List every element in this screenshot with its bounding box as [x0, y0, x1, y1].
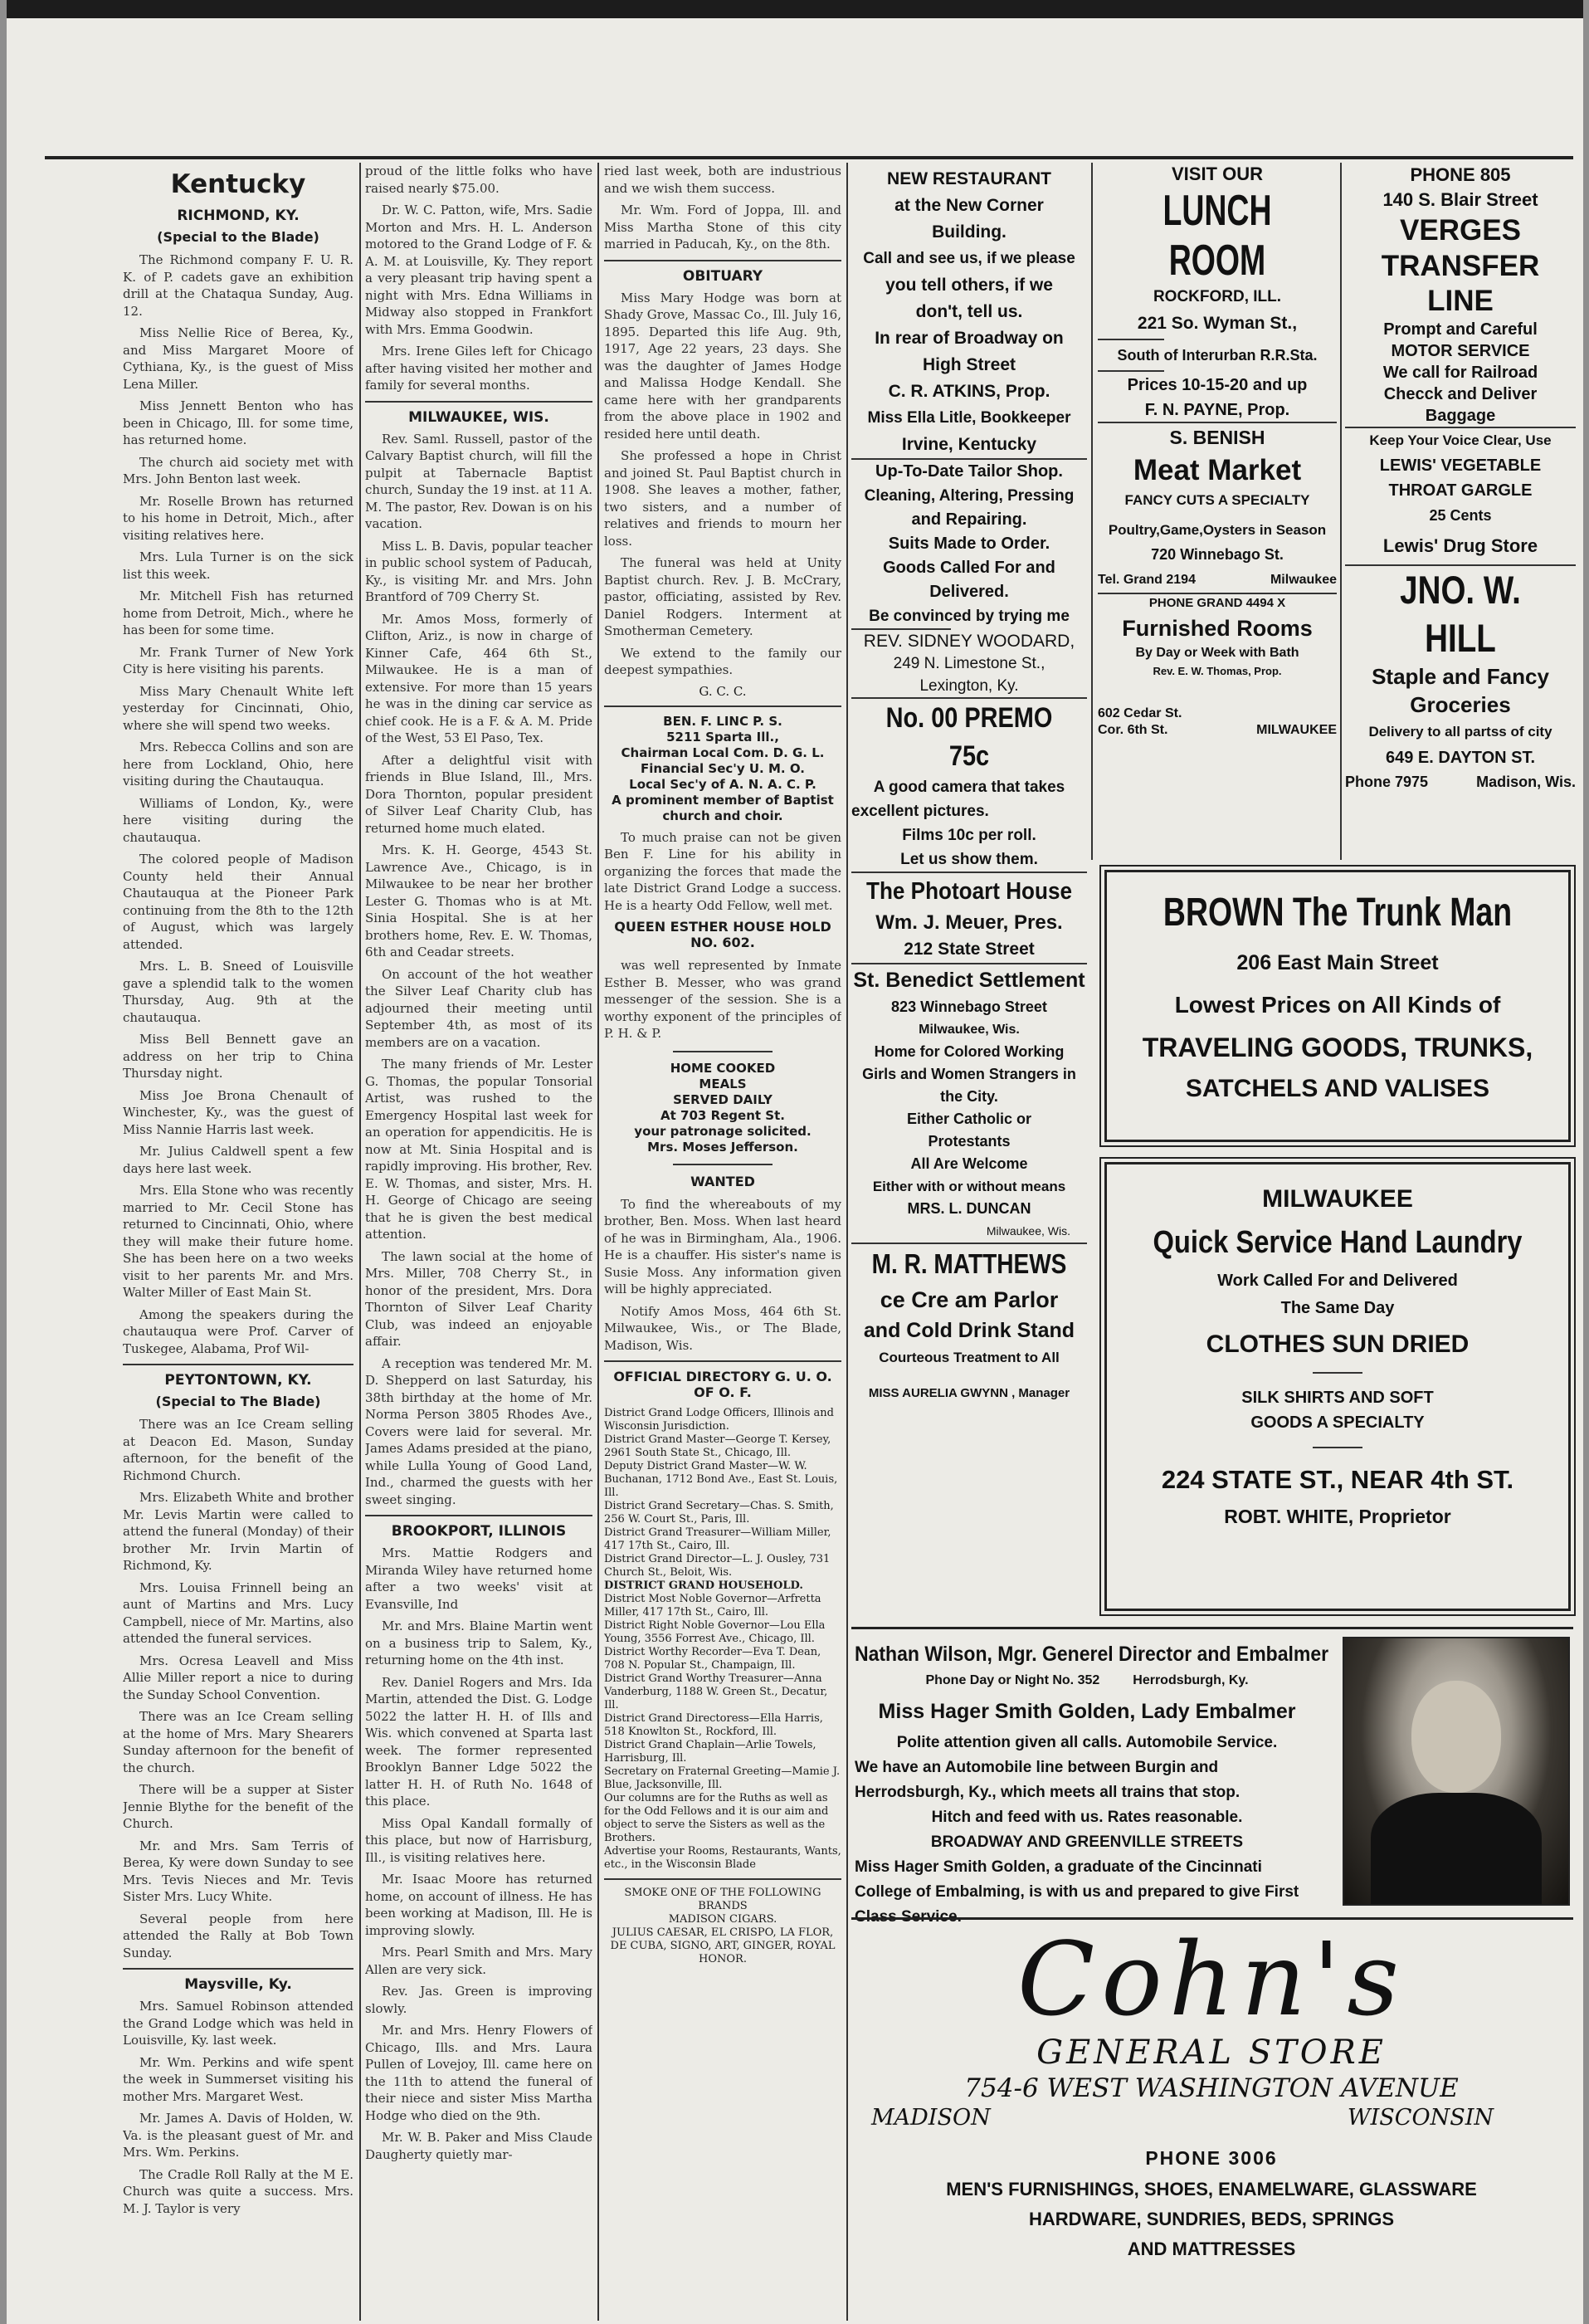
- ad-line: Keep Your Voice Clear, Use: [1369, 432, 1552, 448]
- ad-line: Let us show them.: [900, 851, 1038, 868]
- smoke-ad: [604, 1887, 841, 1966]
- ad-line: Wm. J. Meuer, Pres.: [875, 911, 1063, 934]
- ad-headline: St. Benedict Settlement: [853, 969, 1085, 992]
- ad-line: Lowest Prices on All Kinds of: [1174, 992, 1501, 1018]
- wanted-heading: WANTED: [690, 1173, 755, 1189]
- column-rule: [1340, 163, 1342, 860]
- directory-entry: District Grand Treasurer—William Miller, 417 17th St., Cairo, Ill.: [604, 1526, 831, 1552]
- divider: [673, 1051, 773, 1052]
- ad-line: Building.: [932, 222, 1007, 242]
- verges-transfer-ad: [1345, 163, 1576, 427]
- ad-line: SILK SHIRTS AND SOFT: [1241, 1389, 1434, 1407]
- ad-line: SERVED DAILY: [673, 1091, 773, 1107]
- news-item: Rev. Saml. Russell, pastor of the Calvary Baptist church, will fill the pulpit at Tabernacle Baptist church, Sunday the 19 inst. at 11 A. M. The pastor, Rev. Dowan is on his vacation.: [365, 431, 592, 531]
- ad-line: 249 N. Limestone St.,: [893, 655, 1046, 672]
- linc-line: Financial Sec'y U. M. O.: [641, 760, 805, 776]
- ad-line: Milwaukee, Wis.: [919, 1023, 1020, 1037]
- divider: [851, 1917, 1573, 1920]
- ad-line: and Repairing.: [911, 510, 1027, 529]
- directory-entry: District Most Noble Governor—Arfretta Miller, 417 17th St., Cairo, Ill.: [604, 1593, 821, 1618]
- news-item: Among the speakers during the chautauqua were Prof. Carver of Tuskegee, Alabama, Prof Wil-: [123, 1306, 353, 1356]
- ad-line: MRS. L. DUNCAN: [907, 1200, 1031, 1217]
- ad-line: 602 Cedar St.: [1098, 706, 1182, 720]
- ad-line: Hitch and feed with us. Rates reasonable.: [931, 1809, 1243, 1826]
- hill-groceries-ad: [1345, 566, 1576, 793]
- ad-line: PHONE GRAND 4494 X: [1148, 596, 1286, 610]
- directory-entry: District Grand Master—George T. Kersey, 2961 South State St., Chicago, Ill.: [604, 1433, 831, 1459]
- ad-line: Milwaukee, Wis.: [986, 1224, 1070, 1238]
- news-item: proud of the little folks who have raised nearly $75.00.: [365, 164, 592, 196]
- ad-line: AND MATTRESSES: [1127, 2239, 1296, 2259]
- ad-line: 140 S. Blair Street: [1382, 189, 1538, 210]
- ad-headline: LINE: [1427, 285, 1494, 317]
- ad-line: MEN'S FURNISHINGS, SHOES, ENAMELWARE, GLASSWARE: [946, 2179, 1477, 2200]
- ad-line: Lewis' Drug Store: [1382, 535, 1538, 556]
- news-item: To much praise can not be given Ben F. Line for his ability in organizing the forces that made the late District Grand Lodge a success. He is a hearty Odd Fellow, well met.: [604, 829, 841, 913]
- ad-line: Poultry,Game,Oysters in Season: [1108, 522, 1327, 538]
- directory-entry: District Grand Director—L. J. Ousley, 731 Church St., Beloit, Wis.: [604, 1553, 831, 1579]
- ad-line: 823 Winnebago Street: [891, 998, 1047, 1015]
- newspaper-page: [7, 0, 1583, 2324]
- news-item: Mr. James A. Davis of Holden, W. Va. is the pleasant guest of Mr. and Mrs. Wm. Perkins.: [123, 2111, 353, 2160]
- ad-line: Delivered.: [929, 583, 1009, 601]
- news-item: On account of the hot weather the Silver Leaf Charity club has adjourned their meeting until September 4th, as most of its members are on a vacation.: [365, 966, 592, 1050]
- dateline-maysville: Maysville, Ky.: [184, 1976, 292, 1993]
- ad-headline: The Photoart House: [866, 878, 1072, 905]
- obituary-text: She professed a hope in Christ and joined St. Paul Baptist church in 1908. She leaves a mother, father, two sisters, and a number of relatives and friends to mourn her loss.: [604, 448, 841, 549]
- news-item: Mrs. Irene Giles left for Chicago after having visited her mother and family for several months.: [365, 344, 592, 393]
- ad-headline: Nathan Wilson, Mgr. Generel Director and Embalmer: [855, 1643, 1329, 1666]
- news-item: Miss Jennett Benton who has been in Chicago, Ill. for some time, has returned home.: [123, 398, 353, 447]
- obituary-text: Miss Mary Hodge was born at Shady Grove, Massac Co., Ill. July 16, 1895. Departed this life Aug. 9th, 1917, Age 22 years, 23 days. She was the daughter of James Hodge and Malissa Hodge Kendall. She came here with her grandparents from the above place in 1902 and resided here until death.: [604, 290, 841, 442]
- smoke-line: JULIUS CAESAR, EL CRISPO, LA FLOR, DE CUBA, SIGNO, ART, GINGER, ROYAL HONOR.: [610, 1926, 836, 1965]
- column-rule: [597, 163, 599, 2321]
- linc-line: Chairman Local Com. D. G. L.: [621, 745, 825, 760]
- ad-line: Home for Colored Working: [874, 1043, 1065, 1060]
- news-item: Mr. and Mrs. Blaine Martin went on a business trip to Salem, Ky., returning home on the 4th inst.: [365, 1618, 592, 1667]
- ad-line: VISIT OUR: [1171, 164, 1263, 184]
- woodard-ad: [851, 630, 1087, 697]
- news-item: Rev. Daniel Rogers and Mrs. Ida Martin, attended the Dist. G. Lodge 5022 the latter H. H. of Ills and Wis. which convened at Sparta last week. The former represented Brooklyn Banner Ldge 5022 the latter H. H. of Ruth No. 1648 of this place.: [365, 1674, 592, 1809]
- directory-entry: District Grand Chaplain—Arlie Towels, Harrisburg, Ill.: [604, 1739, 816, 1765]
- ad-line: PHONE 3006: [1145, 2147, 1278, 2169]
- news-item: Miss L. B. Davis, popular teacher in public school system of Paducah, Ky., is visiting Mr. and Mrs. John Brantford of 709 Cherry St.: [365, 538, 592, 604]
- divider: [604, 706, 841, 707]
- ad-headline: Quick Service Hand Laundry: [1153, 1225, 1523, 1260]
- news-item: Mr. and Mrs. Sam Terris of Berea, Ky were down Sunday to see Mrs. Tevis Nieces and Mr. Tevis Sister Mrs. Lucy White.: [123, 1838, 353, 1904]
- column-1: [123, 163, 353, 2321]
- ad-line: at the New Corner: [894, 196, 1044, 215]
- cohns-city-row: [855, 2105, 1568, 2131]
- ad-line: Either Catholic or: [906, 1111, 1032, 1127]
- ad-line: Miss Hager Smith Golden, a graduate of the Cincinnati College of Embalming, is with us and prepared to give First Class Service.: [855, 1858, 1299, 1926]
- directory-entry: District Grand Worthy Treasurer—Anna Vanderburg, 1188 W. Green St., Decatur, Ill.: [604, 1672, 828, 1711]
- ad-line: GOODS A SPECIALTY: [1250, 1413, 1425, 1432]
- news-item: Mr. Roselle Brown has returned to his home in Detroit, Mich., after visiting relatives here.: [123, 493, 353, 543]
- ad-line: Films 10c per roll.: [902, 827, 1036, 844]
- rooms-address-row: [1098, 706, 1337, 739]
- news-item: A reception was tendered Mr. M. D. Shepperd on last Saturday, his 38th birthday at the home of Mr. Norma Person 3805 Rhodes Ave., Covers were laid for several. Mr. James Adams presided at the piano, while Lulla Young of Good Land, Ind., charmed the guests with her sweet singing.: [365, 1355, 592, 1507]
- ad-line: Phone Day or Night No. 352: [925, 1673, 1100, 1687]
- cohns-store-ad: [855, 1926, 1568, 2316]
- ad-line: 720 Winnebago St.: [1151, 546, 1284, 563]
- ad-line: NEW RESTAURANT: [887, 169, 1051, 188]
- dateline-milwaukee: MILWAUKEE, WIS.: [408, 408, 549, 426]
- news-item: Mr. Julius Caldwell spent a few days here last week.: [123, 1144, 353, 1176]
- news-item: The lawn social at the home of Mrs. Miller, 708 Cherry St., in honor of the president, Mrs. Dora Thornton of Silver Leaf Charity Club, was indeed an enjoyable affair.: [365, 1248, 592, 1349]
- news-item: Mr. W. B. Paker and Miss Claude Daugherty quietly mar-: [365, 2130, 592, 2162]
- ad-line: A good camera that takes: [873, 779, 1065, 796]
- news-item: The colored people of Madison County held their Annual Chautauqua at the Pioneer Park continuing from the 8th to the 12th of August, which was largely attended.: [123, 852, 353, 952]
- news-item: Mrs. Samuel Robinson attended the Grand Lodge which was held in Louisville, Ky. last week.: [123, 1999, 353, 2048]
- news-item: Mr. Amos Moss, formerly of Clifton, Ariz., is now in charge of Kinner Cafe, 464 6th St., Milwaukee. He is a man of extensive. For more than 15 years he was in the dining car service as chief cook. He is a F. & A. M. Pride of the West, 53 El Paso, Tex.: [365, 611, 592, 745]
- meat-market-ad: [1098, 423, 1337, 593]
- ad-headline: LUNCH ROOM: [1163, 187, 1272, 285]
- news-item: Mrs. Lula Turner is on the sick list this week.: [123, 549, 353, 582]
- news-item: To find the whereabouts of my brother, Ben. Moss. When last heard of he was in Birmingham, Ala., 1906. He is a chauffer. His sister's name is Susie Moss. Any information given will be highly appreciated.: [604, 1196, 841, 1296]
- ad-line: Be convinced by trying me: [869, 608, 1070, 625]
- ad-line: Tel. Grand 2194: [1098, 573, 1196, 587]
- ad-line: 212 State Street: [904, 940, 1035, 959]
- ad-line: Baggage: [1425, 407, 1496, 425]
- benedict-settlement-ad: [851, 964, 1087, 1243]
- ad-line: BROADWAY AND GREENVILLE STREETS: [930, 1833, 1244, 1851]
- divider: [604, 1878, 841, 1880]
- ad-line: Girls and Women Strangers in the City.: [862, 1066, 1076, 1105]
- furnished-rooms-ad: [1098, 594, 1337, 739]
- directory-entry: District Grand Secretary—Chas. S. Smith, 256 W. Court St., Paris, Ill.: [604, 1500, 834, 1526]
- cohns-logo-subtitle: GENERAL STORE: [1036, 2034, 1387, 2072]
- news-item: There was an Ice Cream selling at the home of Mrs. Mary Shearers Sunday afternoon for the benefit of the church.: [123, 1709, 353, 1775]
- ad-line: excellent pictures.: [851, 803, 989, 820]
- dateline-richmond: RICHMOND, KY.: [177, 208, 300, 224]
- ad-headline: Furnished Rooms: [1122, 616, 1313, 641]
- news-item: Mr. Isaac Moore has returned home, on account of illness. He has been working at Madison, Ill. He is improving slowly.: [365, 1872, 592, 1938]
- special-note: (Special to the Blade): [157, 229, 319, 245]
- ad-line: LEWIS' VEGETABLE: [1379, 456, 1542, 475]
- news-item: There was an Ice Cream selling at Deacon Ed. Mason, Sunday afternoon, for the benefit of the Richmond Church.: [123, 1417, 353, 1483]
- column-rule: [1091, 163, 1093, 860]
- directory-entry: District Worthy Recorder—Eva T. Dean, 708 N. Popular St., Champaign, Ill.: [604, 1646, 821, 1672]
- divider: [604, 1360, 841, 1362]
- ad-line: Delivery to all partss of city: [1368, 724, 1552, 740]
- linc-line: BEN. F. LINC P. S.: [663, 713, 782, 729]
- news-item: Mrs. K. H. George, 4543 St. Lawrence Ave., Chicago, is in Milwaukee to be near her brother Lester G. Thomas who is at Mt. Sinia Hospital. She is at her brothers home, Rev. E. W. Thomas, 6th and Ceadar streets.: [365, 842, 592, 959]
- news-item: Dr. W. C. Patton, wife, Mrs. Sadie Morton and Mrs. H. L. Anderson motored to the Grand Lodge of F. & A. M. at Louisville, Ky. They report a very pleasant trip having spent a night with Mrs. Edna Williams in Midway also stopped in Frankfort with Mrs. Emma Goodwin.: [365, 203, 592, 337]
- divider: [1313, 1372, 1362, 1374]
- ad-line: 25 Cents: [1429, 507, 1492, 524]
- ad-line: Polite attention given all calls. Automobile Service.: [896, 1734, 1278, 1751]
- portrait-head: [1411, 1681, 1501, 1792]
- news-item: Mr. Wm. Perkins and wife spent the week in Summerset visiting his mother Mrs. Margaret West.: [123, 2054, 353, 2104]
- news-item: The church aid society met with Mrs. John Benton last week.: [123, 454, 353, 486]
- ad-column-right: [1345, 163, 1576, 852]
- divider: [123, 1364, 353, 1365]
- rooms-address: [1098, 706, 1182, 739]
- ad-line: Work Called For and Delivered: [1217, 1272, 1458, 1290]
- ad-line: Prompt and Careful: [1383, 320, 1538, 339]
- ad-line: THROAT GARGLE: [1388, 481, 1533, 500]
- ad-line: TRAVELING GOODS, TRUNKS,: [1142, 1033, 1533, 1062]
- ad-column-left: [851, 163, 1087, 1632]
- directory-entry: Deputy District Grand Master—W. W. Buchanan, 1712 Bond Ave., East St. Louis, Ill.: [604, 1460, 838, 1499]
- ad-line: F. N. PAYNE, Prop.: [1144, 401, 1290, 419]
- ad-line: Herrodsburgh, Ky.: [1133, 1673, 1249, 1687]
- ad-line: REV. SIDNEY WOODARD,: [863, 632, 1075, 651]
- ad-line: Irvine, Kentucky: [901, 435, 1037, 454]
- ad-line: All Are Welcome: [910, 1155, 1028, 1172]
- news-item: Mr. Frank Turner of New York City is here visiting his parents.: [123, 644, 353, 676]
- ad-line: Lexington, Ky.: [919, 677, 1019, 695]
- news-item: Mr. Mitchell Fish has returned home from Detroit, Mich., where he has been for some time.: [123, 588, 353, 637]
- photoart-ad: [851, 873, 1087, 963]
- ad-line: MISS AURELIA GWYNN , Manager: [868, 1386, 1070, 1400]
- directory-heading: OFFICIAL DIRECTORY G. U. O. OF O. F.: [613, 1369, 832, 1400]
- ad-line: Checck and Deliver: [1383, 385, 1538, 403]
- ad-line: Prices 10-15-20 and up: [1127, 376, 1308, 394]
- ad-headline: No. 00 PREMO 75c: [885, 702, 1053, 772]
- ad-line: Cleaning, Altering, Pressing: [864, 487, 1075, 505]
- ad-line: WISCONSIN: [1347, 2105, 1494, 2131]
- news-item: Several people from here attended the Rally at Bob Town Sunday.: [123, 1911, 353, 1960]
- section-heading-kentucky: Kentucky: [170, 169, 306, 199]
- directory-entry: District Right Noble Governor—Lou Ella Young, 3556 Forrest Ave., Chicago, Ill.: [604, 1619, 826, 1645]
- news-item: Mrs. Pearl Smith and Mrs. Mary Allen are very sick.: [365, 1945, 592, 1977]
- brown-trunk-ad: [1104, 870, 1571, 1142]
- home-cooked-ad: [604, 1061, 841, 1155]
- obituary-signature: G. C. C.: [699, 683, 747, 699]
- ad-line: Mrs. Moses Jefferson.: [647, 1139, 798, 1155]
- divider: [851, 1627, 1573, 1629]
- ad-line: Milwaukee: [1270, 573, 1337, 587]
- ad-line: 221 So. Wyman St.,: [1137, 314, 1298, 333]
- column-rule: [359, 163, 361, 2321]
- ad-line: Cor. 6th St.: [1098, 723, 1168, 737]
- directory-list: [604, 1407, 841, 1872]
- news-item: Mr. and Mrs. Henry Flowers of Chicago, Ills. and Mrs. Laura Pullen of Lovejoy, Ill. came here on the 11th to attend the funeral of their niece and sister Miss Martha Hodge who died on the 9th.: [365, 2023, 592, 2123]
- ad-line: you tell others, if we: [885, 276, 1053, 295]
- ad-line: ROBT. WHITE, Proprietor: [1224, 1506, 1451, 1527]
- news-item: was well represented by Inmate Esther B. Messer, who was grand messenger of the session. She is a worthy exponent of the principles of P. H. & P.: [604, 958, 841, 1041]
- ad-line: CLOTHES SUN DRIED: [1206, 1330, 1470, 1358]
- ad-headline: TRANSFER: [1381, 250, 1540, 282]
- ad-headline: JNO. W. HILL: [1400, 568, 1521, 660]
- page-top-edge: [7, 0, 1583, 18]
- column-3: [604, 163, 841, 2321]
- news-item: The many friends of Mr. Lester G. Thomas, the popular Tonsorial Artist, was rushed to the Emergency Hospital last week for an operation for appendicitis. He is now at Mt. Sinia Hospital and is rapidly improving. His brother, Rev. E. W. Thomas, and sister, Mrs. H. H. George of Chicago are seeing that he is given the best medical attention.: [365, 1057, 592, 1242]
- obituary-heading: OBITUARY: [682, 267, 763, 285]
- ad-headline: Meat Market: [1133, 454, 1302, 486]
- news-item: Notify Amos Moss, 464 6th St. Milwaukee, Wis., or The Blade, Madison, Wis.: [604, 1303, 841, 1353]
- cohns-logo-script: Cohn's: [1016, 1926, 1406, 2038]
- news-item: Miss Mary Chenault White left yesterday for Cincinnati, Ohio, where she will spend two weeks.: [123, 683, 353, 733]
- matthews-ad: [851, 1244, 1087, 1405]
- ad-line: PHONE 805: [1410, 164, 1511, 185]
- ad-line: At 703 Regent St.: [660, 1107, 785, 1123]
- ad-line: Suits Made to Order.: [888, 535, 1050, 553]
- linc-notice: [604, 714, 841, 824]
- ad-headline: BROWN The Trunk Man: [1163, 891, 1513, 935]
- portrait-coat: [1371, 1793, 1541, 1904]
- news-item: Williams of London, Ky., were here visiting during the chautauqua.: [123, 795, 353, 845]
- news-item: Miss Joe Brona Chenault of Winchester, Ky., was the guest of Miss Nannie Harris last week.: [123, 1087, 353, 1137]
- column-rule: [846, 163, 848, 2321]
- news-item: Mrs. Elizabeth White and brother Mr. Levis Martin were called to attend the funeral (Monday) of their brother Mr. Irvin Martin of Richmond, Ky.: [123, 1490, 353, 1573]
- dateline-brookport: BROOKPORT, ILLINOIS: [391, 1523, 567, 1540]
- ad-headline: VERGES: [1400, 214, 1521, 247]
- ad-line: don't, tell us.: [915, 302, 1023, 321]
- divider: [123, 1968, 353, 1970]
- premo-camera-ad: [851, 699, 1087, 872]
- ad-line: We call for Railroad: [1382, 364, 1538, 382]
- laundry-ad: [1104, 1162, 1571, 1611]
- divider: [673, 1164, 773, 1165]
- ad-line: In rear of Broadway on: [875, 329, 1064, 348]
- wilson-embalmer-ad: [855, 1639, 1329, 1930]
- ad-line: MILWAUKEE: [1262, 1185, 1413, 1213]
- queen-esther-heading: QUEEN ESTHER HOUSE HOLD NO. 602.: [614, 919, 831, 950]
- ad-line: Miss Ella Litle, Bookkeeper: [867, 409, 1071, 427]
- ad-line: Either with or without means: [872, 1179, 1066, 1194]
- restaurant-ad: [851, 163, 1087, 458]
- smoke-line: SMOKE ONE OF THE FOLLOWING BRANDS: [624, 1887, 821, 1912]
- ad-line: FANCY CUTS A SPECIALTY: [1124, 492, 1310, 508]
- obituary-text: The funeral was held at Unity Baptist church. Rev. J. B. McCrary, pastor, officiating, assisted by Rev. Daniel Rodgers. Interment at Smotherman Cemetery.: [604, 555, 841, 638]
- dateline-peytontown: PEYTONTOWN, KY.: [164, 1372, 312, 1389]
- news-item: Mrs. Mattie Rodgers and Miranda Wiley have returned home after a two weeks' visit at Evansville, Ind: [365, 1545, 592, 1612]
- ad-line: South of Interurban R.R.Sta.: [1117, 347, 1318, 364]
- ad-line: We have an Automobile line between Burgin and Herrodsburgh, Ky., which meets all trains that stop.: [855, 1759, 1240, 1801]
- news-item: Mrs. Louisa Frinnell being an aunt of Martins and Mrs. Lucy Campbell, niece of Mr. Martins, also attended the funeral services.: [123, 1579, 353, 1646]
- directory-entry: District Grand Directoress—Ella Harris, 518 Knowlton St., Rockford, Ill.: [604, 1712, 823, 1738]
- ad-line: Call and see us, if we please: [863, 250, 1075, 267]
- tailor-ad: [851, 460, 1087, 628]
- ad-column-middle: [1098, 163, 1337, 852]
- ad-line: Protestants: [928, 1133, 1011, 1150]
- special-note: (Special to The Blade): [155, 1394, 321, 1409]
- ad-line: MADISON: [871, 2105, 991, 2131]
- ad-line: MEALS: [699, 1076, 747, 1091]
- ad-line: SATCHELS AND VALISES: [1185, 1075, 1490, 1102]
- lunch-room-ad: [1098, 163, 1337, 422]
- ad-line: Up-To-Date Tailor Shop.: [875, 462, 1063, 481]
- directory-entry: District Grand Lodge Officers, Illinois and Wisconsin Jurisdiction.: [604, 1407, 834, 1433]
- directory-entry: Secretary on Fraternal Greeting—Mamie J. Blue, Jacksonville, Ill.: [604, 1765, 841, 1791]
- divider: [365, 1515, 592, 1516]
- wilson-phone-row: [855, 1669, 1319, 1692]
- ad-line: ROCKFORD, ILL.: [1153, 288, 1282, 305]
- ad-line: MILWAUKEE: [1256, 723, 1337, 737]
- ad-line: By Day or Week with Bath: [1135, 646, 1299, 660]
- news-item: Miss Nellie Rice of Berea, Ky., and Miss Margaret Moore of Cythiana, Ky., is the guest of Miss Lena Miller.: [123, 325, 353, 392]
- ad-line: MOTOR SERVICE: [1391, 342, 1530, 360]
- meat-contact-row: [1098, 568, 1337, 593]
- news-item: Rev. Jas. Green is improving slowly.: [365, 1984, 592, 2016]
- ad-line: C. R. ATKINS, Prop.: [888, 382, 1050, 401]
- column-2: [365, 163, 592, 2321]
- directory-entry: DISTRICT GRAND HOUSEHOLD.: [604, 1579, 803, 1592]
- ad-line: Phone 7975: [1345, 774, 1429, 790]
- lewis-gargle-ad: [1345, 428, 1576, 564]
- news-item: Miss Opal Kandall formally of this place, but now of Harrisburg, Ill., is visiting relatives here.: [365, 1815, 592, 1865]
- news-item: The Cradle Roll Rally at the M E. Church was quite a success. Mrs. M. J. Taylor is very: [123, 2166, 353, 2216]
- news-item: Mr. Wm. Ford of Joppa, Ill. and Miss Martha Stone of this city married in Paducah, Ky., on the 8th.: [604, 203, 841, 251]
- news-item: Mrs. L. B. Sneed of Louisville gave a splendid talk to the women Thursday, Aug. 9th at the chautauqua.: [123, 959, 353, 1025]
- news-item: Mrs. Ella Stone who was recently married to Mr. Cecil Stone has returned to Cincinnati, Ohio, where they will make their future home. She has been here on a two weeks visit to her parents Mr. and Mrs. Walter Miller of East Main St.: [123, 1183, 353, 1300]
- ad-headline: M. R. MATTHEWS: [871, 1248, 1067, 1279]
- news-item: There will be a supper at Sister Jennie Blythe for the benefit of the Church.: [123, 1782, 353, 1831]
- divider: [365, 401, 592, 403]
- linc-line: A prominent member of Baptist church and choir.: [612, 792, 834, 823]
- directory-entry: Our columns are for the Ruths as well as for the Odd Fellows and it is our aim and object to serve the Sisters as well as the Brothers.: [604, 1792, 829, 1844]
- smoke-line: MADISON CIGARS.: [668, 1913, 777, 1926]
- ad-line: The Same Day: [1280, 1299, 1395, 1317]
- news-item: After a delightful visit with friends in Blue Island, Ill., Mrs. Dora Thornton, popular president of Silver Leaf Charity Club, has returned home much elated.: [365, 752, 592, 836]
- ad-line: Rev. E. W. Thomas, Prop.: [1153, 665, 1282, 677]
- ad-line: Courteous Treatment to All: [879, 1350, 1060, 1365]
- ad-line: Madison, Wis.: [1476, 774, 1576, 790]
- ad-line: your patronage solicited.: [634, 1123, 812, 1139]
- news-item: ried last week, both are industrious and we wish them success.: [604, 164, 841, 196]
- ad-line: 224 STATE ST., NEAR 4th ST.: [1161, 1465, 1514, 1494]
- ad-line: HOME COOKED: [670, 1060, 776, 1076]
- ad-line: Miss Hager Smith Golden, Lady Embalmer: [878, 1700, 1296, 1723]
- linc-line: Local Sec'y of A. N. A. C. P.: [629, 776, 816, 792]
- linc-line: 5211 Sparta Ill.,: [666, 729, 779, 745]
- news-item: Mrs. Ocresa Leavell and Miss Allie Miller report a nice to during the Sunday School Convention.: [123, 1653, 353, 1702]
- obituary-text: We extend to the family our deepest sympathies.: [604, 645, 841, 677]
- hill-contact-row: [1345, 770, 1576, 793]
- news-item: Miss Bell Bennett gave an address on her trip to China Thursday night.: [123, 1032, 353, 1081]
- ad-line: S. BENISH: [1169, 427, 1265, 448]
- news-item: Mrs. Rebecca Collins and son are here from Lockland, Ohio, here visiting during the Chautauqua.: [123, 740, 353, 788]
- divider: [604, 260, 841, 261]
- ad-line: Goods Called For and: [883, 559, 1055, 577]
- ad-line: and Cold Drink Stand: [863, 1319, 1075, 1342]
- ad-line: ce Cre am Parlor: [880, 1287, 1059, 1312]
- portrait-photo: [1343, 1637, 1570, 1906]
- ad-line: High Street: [922, 355, 1016, 374]
- ad-line: Staple and Fancy: [1372, 664, 1549, 689]
- ad-line: 754-6 WEST WASHINGTON AVENUE: [964, 2073, 1459, 2103]
- header-rule: [45, 156, 1573, 159]
- ad-line: 649 E. DAYTON ST.: [1385, 749, 1536, 767]
- ad-line: 206 East Main Street: [1236, 951, 1439, 974]
- news-item: The Richmond company F. U. R. K. of P. cadets gave an exhibition drill at the Chataqua Sunday, Aug. 12.: [123, 252, 353, 319]
- divider: [1313, 1447, 1362, 1448]
- ad-line: HARDWARE, SUNDRIES, BEDS, SPRINGS: [1028, 2209, 1395, 2229]
- ad-line: Groceries: [1410, 692, 1511, 717]
- directory-entry: Advertise your Rooms, Restaurants, Wants, etc., in the Wisconsin Blade: [604, 1845, 841, 1871]
